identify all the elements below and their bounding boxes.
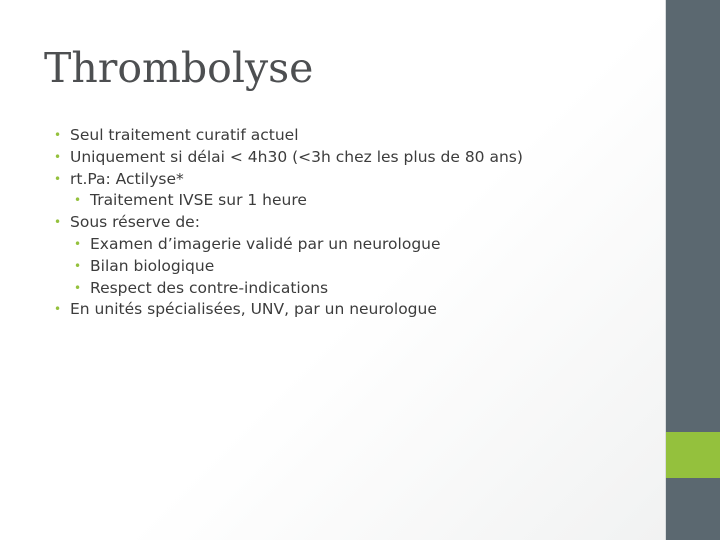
sidebar-accent-block (666, 432, 720, 478)
bullet-text: Traitement IVSE sur 1 heure (90, 191, 307, 210)
bullet-dot-icon: • (74, 280, 82, 295)
sidebar-top-block (666, 0, 720, 432)
bullet-text: Seul traitement curatif actuel (70, 126, 299, 144)
sidebar-bottom-block (666, 478, 720, 540)
sub-bullet-item (74, 278, 654, 300)
bullet-dot-icon: • (74, 236, 82, 251)
bullet-text: rt.Pa: Actilyse* (70, 169, 184, 188)
bullet-text: Respect des contre-indications (90, 278, 329, 297)
bullet-dot-icon: • (54, 215, 62, 230)
bullet-text: En unités spécialisées, UNV, par un neurologue (70, 300, 437, 319)
bullet-item (54, 212, 654, 234)
bullet-dot-icon: • (54, 128, 62, 142)
bullet-text: Examen d’imagerie validé par un neurologue (90, 234, 441, 253)
bullet-dot-icon: • (54, 149, 62, 164)
slide-title: Thrombolyse (44, 44, 314, 92)
bullet-dot-icon: • (74, 258, 82, 273)
decorative-sidebar (666, 0, 720, 540)
bullet-text: Bilan biologique (90, 256, 215, 275)
bullet-text: Uniquement si délai < 4h30 (<3h chez les plus de 80 ans) (70, 147, 523, 166)
sub-bullet-item (74, 190, 654, 212)
bullet-item (54, 147, 654, 169)
bullet-dot-icon: • (54, 171, 62, 186)
bullet-text: Sous réserve de: (70, 213, 200, 232)
sub-bullet-item (74, 234, 654, 256)
bullet-item (54, 125, 654, 147)
bullet-dot-icon: • (74, 193, 82, 208)
sub-bullet-item (74, 256, 654, 278)
bullet-item (54, 299, 654, 321)
bullet-list (54, 125, 654, 321)
bullet-item (54, 169, 654, 191)
bullet-dot-icon: • (54, 302, 62, 317)
